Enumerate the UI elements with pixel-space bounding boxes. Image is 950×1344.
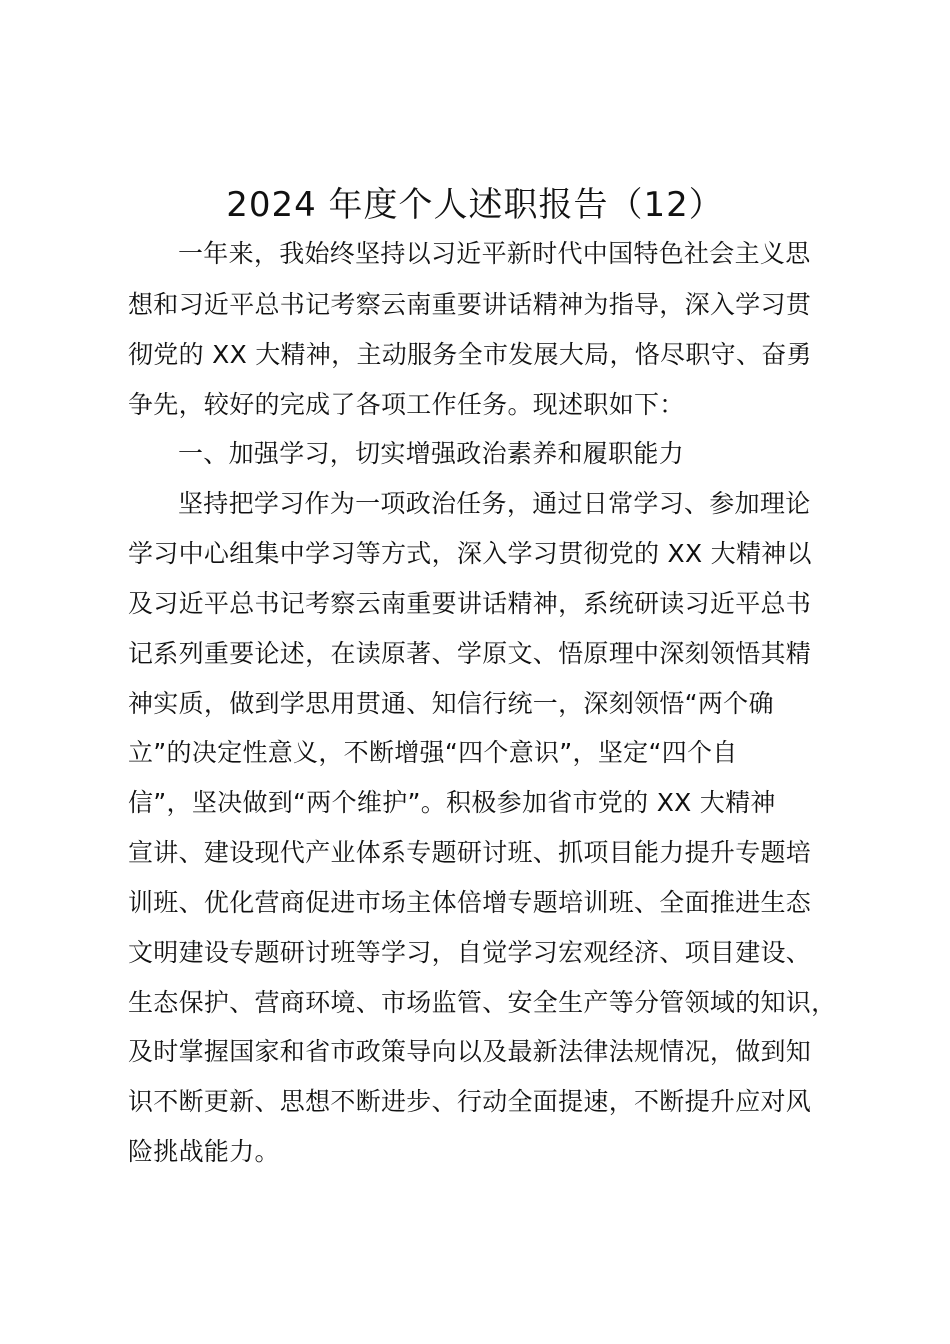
paragraph-line: 神实质，做到学思用贯通、知信行统一，深刻领悟“两个确 [128, 689, 774, 718]
paragraph-line: 学习中心组集中学习等方式，深入学习贯彻党的 XX 大精神以 [128, 539, 812, 568]
paragraph-line: 生态保护、营商环境、市场监管、安全生产等分管领域的知识， [128, 988, 837, 1017]
paragraph-line: 想和习近平总书记考察云南重要讲话精神为指导，深入学习贯 [128, 290, 812, 319]
document-title: 2024 年度个人述职报告（12） [226, 185, 724, 225]
paragraph-line: 训班、优化营商促进市场主体倍增专题培训班、全面推进生态 [128, 888, 812, 917]
paragraph-line: 记系列重要论述，在读原著、学原文、悟原理中深刻领悟其精 [128, 639, 812, 668]
paragraph-line: 一年来，我始终坚持以习近平新时代中国特色社会主义思 [178, 239, 811, 268]
paragraph-line: 立”的决定性意义，不断增强“四个意识”，坚定“四个自 [128, 738, 738, 767]
paragraph-line: 坚持把学习作为一项政治任务，通过日常学习、参加理论 [178, 489, 811, 518]
paragraph-line: 及习近平总书记考察云南重要讲话精神，系统研读习近平总书 [128, 589, 812, 618]
paragraph-line: 文明建设专题研讨班等学习，自觉学习宏观经济、项目建设、 [128, 938, 812, 967]
paragraph-line: 争先，较好的完成了各项工作任务。现述职如下： [128, 390, 685, 419]
paragraph-line: 宣讲、建设现代产业体系专题研讨班、抓项目能力提升专题培 [128, 838, 812, 867]
section-heading: 一、加强学习，切实增强政治素养和履职能力 [178, 439, 685, 468]
paragraph-line: 识不断更新、思想不断进步、行动全面提速，不断提升应对风 [128, 1087, 812, 1116]
paragraph-line: 险挑战能力。 [128, 1137, 280, 1166]
paragraph-line: 信”，坚决做到“两个维护”。积极参加省市党的 XX 大精神 [128, 788, 776, 817]
paragraph-line: 及时掌握国家和省市政策导向以及最新法律法规情况，做到知 [128, 1037, 812, 1066]
paragraph-line: 彻党的 XX 大精神，主动服务全市发展大局，恪尽职守、奋勇 [128, 340, 812, 369]
